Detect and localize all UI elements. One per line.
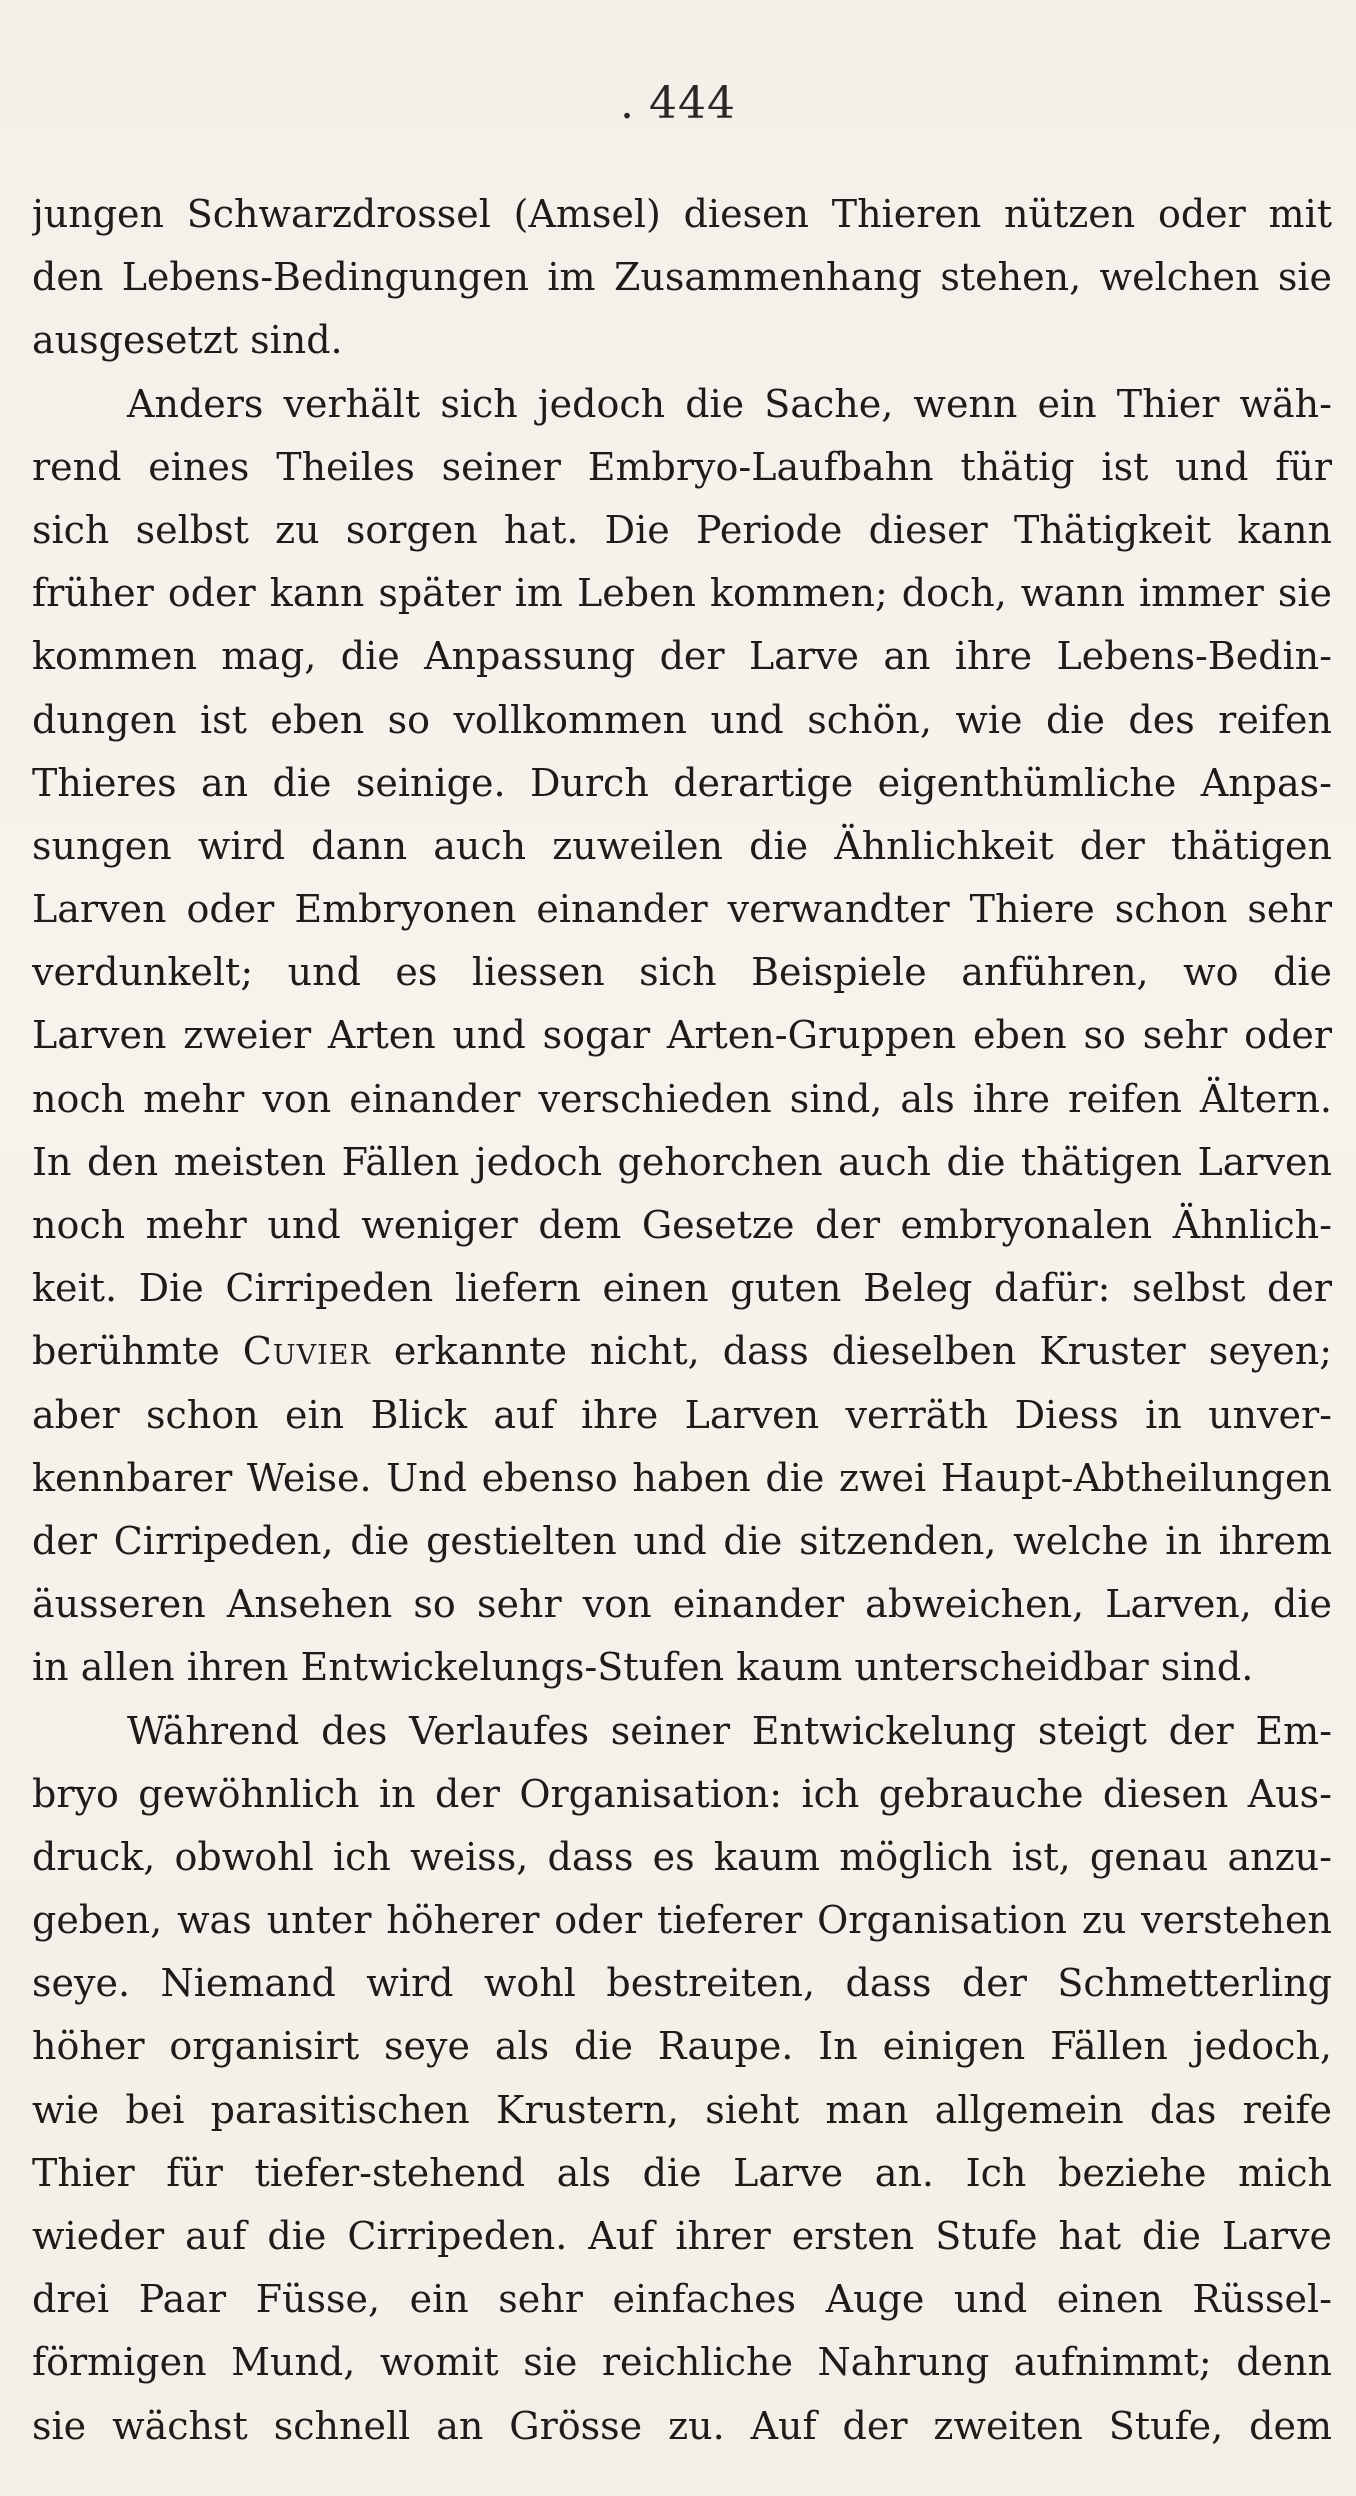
text-line: Larven zweier Arten und sogar Arten-Gruppen eben so sehr oder [32,1013,1332,1058]
text-line: Anders verhält sich jedoch die Sache, wenn ein Thier wäh- [127,381,1332,426]
page-number [0,78,1356,129]
text-line: ausgesetzt sind. [32,318,343,363]
text-line: äusseren Ansehen so sehr von einander abweichen, Larven, die [32,1582,1332,1627]
text-line: der Cirripeden, die gestielten und die sitzenden, welche in ihrem [32,1518,1332,1563]
body-text [32,183,1332,2458]
text-line: Larven oder Embryonen einander verwandter Thiere schon sehr [32,887,1332,932]
text-line: sungen wird dann auch zuweilen die Ähnlichkeit der thätigen [32,823,1332,868]
text-line: verdunkelt; und es liessen sich Beispiele anführen, wo die [32,950,1332,995]
text-line: Thier für tiefer-stehend als die Larve an. Ich beziehe mich [32,2150,1332,2195]
text-line: noch mehr und weniger dem Gesetze der embryonalen Ähnlich- [32,1203,1332,1247]
text-line: jungen Schwarzdrossel (Amsel) diesen Thieren nützen oder mit [32,192,1332,236]
text-line: Während des Verlaufes seiner Entwickelung steigt der Em- [127,1708,1332,1753]
text-line: seye. Niemand wird wohl bestreiten, dass der Schmetterling [32,1961,1332,2006]
text-line: den Lebens-Bedingungen im Zusammenhang stehen, welchen sie [32,255,1332,300]
text-line: noch mehr von einander verschieden sind, als ihre reifen Ältern. [32,1076,1332,1121]
text-line: drei Paar Füsse, ein sehr einfaches Auge und einen Rüssel- [32,2277,1332,2322]
text-line: rend eines Theiles seiner Embryo-Laufbahn thätig ist und für [32,444,1332,489]
text-line [32,1320,1332,1383]
text-line: früher oder kann später im Leben kommen; doch, wann immer sie [32,571,1332,616]
text-line: Thieres an die seinige. Durch derartige eigenthümliche Anpas- [32,760,1332,805]
text-line: dungen ist eben so vollkommen und schön, wie die des reifen [32,697,1332,742]
text-fragment: berühmte [32,1329,243,1374]
text-line: geben, was unter höherer oder tieferer Organisation zu verstehen [32,1898,1332,1943]
page-number-value: 444 [649,78,736,129]
author-name: Cuvier [242,1329,371,1374]
page-number-prefix: . [620,78,635,129]
text-line: In den meisten Fällen jedoch gehorchen auch die thätigen Larven [32,1139,1332,1184]
text-line: kommen mag, die Anpassung der Larve an ihre Lebens-Bedin- [32,634,1332,679]
text-line: kennbarer Weise. Und ebenso haben die zwei Haupt-Abtheilungen [32,1455,1332,1500]
text-line: wie bei parasitischen Krustern, sieht man allgemein das reife [32,2087,1332,2132]
text-line: aber schon ein Blick auf ihre Larven verräth Diess in unver- [32,1392,1332,1437]
text-line: keit. Die Cirripeden liefern einen guten Beleg dafür: selbst der [32,1266,1332,1311]
text-line: bryo gewöhnlich in der Organisation: ich gebrauche diesen Aus- [32,1771,1332,1816]
text-line: wieder auf die Cirripeden. Auf ihrer ersten Stufe hat die Larve [32,2214,1332,2258]
text-line: förmigen Mund, womit sie reichliche Nahrung aufnimmt; denn [32,2340,1332,2385]
text-line: sich selbst zu sorgen hat. Die Periode dieser Thätigkeit kann [32,507,1332,552]
text-line: höher organisirt seye als die Raupe. In einigen Fällen jedoch, [32,2024,1332,2069]
text-line: druck, obwohl ich weiss, dass es kaum möglich ist, genau anzu- [32,1834,1332,1879]
text-line: in allen ihren Entwickelungs-Stufen kaum unterscheidbar sind. [32,1645,1254,1690]
text-line: sie wächst schnell an Grösse zu. Auf der zweiten Stufe, dem [32,2403,1332,2448]
text-fragment: erkannte nicht, dass dieselben Kruster seyen; [370,1329,1332,1374]
